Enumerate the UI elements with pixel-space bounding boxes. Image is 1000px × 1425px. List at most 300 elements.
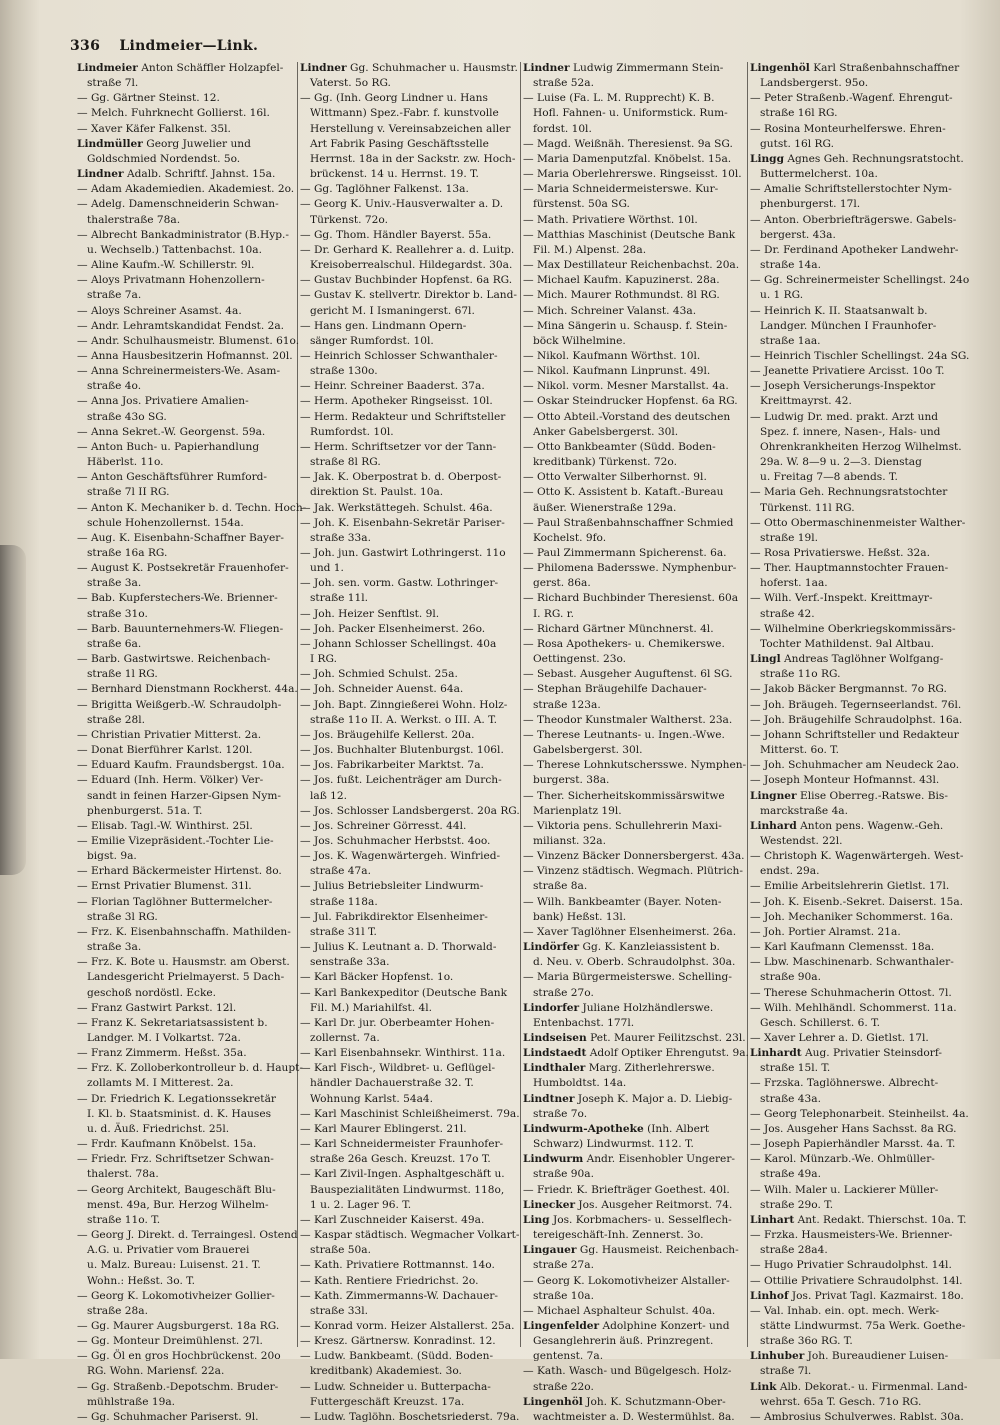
entry-line: laß 12. <box>310 789 347 802</box>
entry-line: Rumfordst. 10l. <box>310 425 394 438</box>
entry-line: sänger Rumfordst. 10l. <box>310 334 434 347</box>
entry-line: — Joh. Packer Elsenheimerst. 26o. <box>300 622 486 635</box>
entry-line: Fil. M.) Alpenst. 28a. <box>533 243 647 256</box>
entry-line: — Gustav Buchbinder Hopfenst. 6a RG. <box>300 274 513 287</box>
entry-line: Gabelsbergerst. 30l. <box>533 744 643 757</box>
entry-line: — Joh. Bräugeh. Tegernseerlandst. 76l. <box>750 698 962 711</box>
entry-line: straße 7l. <box>760 1365 812 1378</box>
entry-line: straße 14a. <box>760 259 821 272</box>
entry-line: — Georg K. Lokomotivheizer Alstaller- <box>523 1274 730 1287</box>
entry-line: — Stephan Bräugehilfe Dachauer- <box>523 683 707 696</box>
entry-line: Tochter Mathildenst. 9al Altbau. <box>760 637 935 650</box>
entry-line: 29a. W. 8—9 u. 2—3. Dienstag <box>760 456 922 469</box>
entry-line: — Anna Sekret.-W. Georgenst. 59a. <box>77 425 266 438</box>
column-1 <box>77 61 307 1423</box>
entry-line: — Anton. Oberbriefträgerswe. Gabels- <box>750 213 957 226</box>
entry-line: Kreisoberrealschul. Hildegardst. 30a. <box>310 259 513 272</box>
entry-line: — Mich. Maurer Rothmundst. 8l RG. <box>523 289 720 302</box>
entry-line: — Andr. Lehramtskandidat Fendst. 2a. <box>77 319 285 332</box>
entry-line: Hofl. Fahnen- u. Uniformstick. Rum- <box>533 107 728 120</box>
entry-line: — Kath. Rentiere Friedrichst. 2o. <box>300 1274 479 1287</box>
entry-line: — Georg Telephonarbeit. Steinheilst. 4a. <box>750 1107 969 1120</box>
column-2 <box>300 61 520 1423</box>
entry-surname-line: Lingenhöl Joh. K. Schutzmann-Ober- <box>523 1395 726 1408</box>
entry-surname-line: Linhuber Joh. Bureaudiener Luisen- <box>750 1350 949 1363</box>
column-divider <box>747 62 748 1347</box>
entry-line: — Joseph Papierhändler Marsst. 4a. T. <box>750 1138 956 1151</box>
entry-line: straße 90a. <box>760 971 821 984</box>
entry-line: — Kresz. Gärtnersw. Konradinst. 12. <box>300 1335 496 1348</box>
entry-line: — Ludw. Schneider u. Butterpacha- <box>300 1380 491 1393</box>
entry-line: — Richard Buchbinder Theresienst. 60a <box>523 592 739 605</box>
entry-line: — Xaver Taglöhner Elsenheimerst. 26a. <box>523 925 737 938</box>
entry-line: Schwarz) Lindwurmst. 112. T. <box>533 1138 694 1151</box>
entry-line: Gesanglehrerin äuß. Prinzregent. <box>533 1335 714 1348</box>
entry-line: — Julius Betriebsleiter Lindwurm- <box>300 880 484 893</box>
entry-line: — Otto K. Assistent b. Kataft.-Bureau <box>523 486 724 499</box>
entry-line: Art Fabrik Pasing Geschäftsstelle <box>310 137 489 150</box>
entry-line: — Frzska. Taglöhnerswe. Albrecht- <box>750 1077 939 1090</box>
entry-line: — Ernst Privatier Blumenst. 31l. <box>77 880 252 893</box>
entry-surname-line: Linecker Jos. Ausgeher Reitmorst. 74. <box>523 1198 733 1211</box>
entry-line: phenburgerst. 51a. T. <box>87 804 203 817</box>
entry-line: straße 19l. <box>760 531 819 544</box>
entry-line: — Aline Kaufm.-W. Schillerstr. 9l. <box>77 259 255 272</box>
entry-line: wehrst. 65a T. Gesch. 71o RG. <box>760 1395 922 1408</box>
entry-line: — Jeanette Privatiere Arcisst. 10o T. <box>750 365 945 378</box>
entry-line: Ohrenkrankheiten Herzog Wilhelmst. <box>760 440 962 453</box>
entry-line: — Bab. Kupferstechers-We. Brienner- <box>77 592 278 605</box>
entry-line: marckstraße 4a. <box>760 804 848 817</box>
entry-line: straße 16l RG. <box>760 107 838 120</box>
entry-surname-line: Lingenfelder Adolphine Konzert- und <box>523 1319 730 1332</box>
entry-line: straße 3l RG. <box>87 910 158 923</box>
entry-line: Wittmann) Spez.-Fabr. f. kunstvolle <box>310 107 499 120</box>
entry-line: straße 29o. T. <box>760 1198 834 1211</box>
entry-line: — Ambrosius Schulverwes. Rablst. 30a. <box>750 1410 964 1423</box>
entry-line: — Jak. Werkstättegeh. Schulst. 46a. <box>300 501 493 514</box>
entry-line: äußer. Wienerstraße 129a. <box>533 501 677 514</box>
entry-line: Häberlst. 11o. <box>87 456 164 469</box>
entry-line: — Otto Obermaschinenmeister Walther- <box>750 516 966 529</box>
entry-line: Wohn.: Heßst. 3o. T. <box>87 1274 196 1287</box>
entry-surname-line: Lindner Gg. Schuhmacher u. Hausmstr. <box>300 62 518 74</box>
entry-surname-line: Lingenhöl Karl Straßenbahnschaffner <box>750 62 960 74</box>
entry-line: brückenst. 14 u. Herrnst. 19. T. <box>310 168 479 181</box>
entry-line: — Magd. Weißnäh. Theresienst. 9a SG. <box>523 137 733 150</box>
entry-line: straße 22o. <box>533 1380 594 1393</box>
entry-line: — Emilie Vizepräsident.-Tochter Lie- <box>77 834 274 847</box>
entry-line: — Heinr. Schreiner Baaderst. 37a. <box>300 380 485 393</box>
entry-line: — Ludwig Dr. med. prakt. Arzt und <box>750 410 939 423</box>
page-header <box>70 38 970 60</box>
entry-line: — Jos. Schreiner Görresst. 44l. <box>300 819 467 832</box>
entry-line: — Anton Buch- u. Papierhandlung <box>77 440 260 453</box>
entry-line: Landsbergerst. 95o. <box>760 77 869 90</box>
entry-surname-line: Linhart Ant. Redakt. Thierschst. 10a. T. <box>750 1213 967 1226</box>
entry-line: — Karl Bankexpeditor (Deutsche Bank <box>300 986 508 999</box>
entry-line: — Ludw. Bankbeamt. (Südd. Boden- <box>300 1350 494 1363</box>
entry-line: straße 90a. <box>533 1168 594 1181</box>
entry-surname-line: Lindseisen Pet. Maurer Feilitzschst. 23l. <box>523 1032 746 1044</box>
entry-line: — Therese Leutnants- u. Ingen.-Wwe. <box>523 728 725 741</box>
entry-line: — Albrecht Bankadministrator (B.Hyp.- <box>77 228 289 241</box>
entry-line: — Friedr. K. Briefträger Goethest. 40l. <box>523 1183 730 1196</box>
entry-surname-line: Lindwurm-Apotheke (Inh. Albert <box>523 1122 710 1135</box>
running-title: Lindmeier—Link. <box>119 38 259 54</box>
entry-line: — Gustav K. stellvertr. Direktor b. Land- <box>300 289 517 302</box>
entry-line: — Maria Schneidermeisterswe. Kur- <box>523 183 719 196</box>
entry-line: — Kath. Privatiere Rottmannst. 14o. <box>300 1259 495 1272</box>
entry-line: — Joseph Versicherungs-Inspektor <box>750 380 936 393</box>
entry-line: straße 8l RG. <box>310 456 381 469</box>
entry-surname-line: Lingl Andreas Taglöhner Wolfgang- <box>750 653 944 666</box>
entry-line: — Hans gen. Lindmann Opern- <box>300 319 467 332</box>
entry-line: — Melch. Fuhrknecht Gollierst. 16l. <box>77 107 270 120</box>
entry-line: Marienplatz 19l. <box>533 804 622 817</box>
page-number: 336 <box>70 38 101 54</box>
entry-line: straße 11l. <box>310 592 369 605</box>
entry-line: — Herm. Apotheker Ringseisst. 10l. <box>300 395 493 408</box>
entry-line: und 1. <box>310 562 344 575</box>
entry-line: straße 15l. T. <box>760 1062 831 1075</box>
entry-line: — Johann Schlosser Schellingst. 40a <box>300 637 497 650</box>
entry-line: — Georg Architekt, Baugeschäft Blu- <box>77 1183 276 1196</box>
entry-line: — Lbw. Maschinenarb. Schwanthaler- <box>750 956 954 969</box>
entry-surname-line: Link Alb. Dekorat.- u. Firmenmal. Land- <box>750 1380 968 1393</box>
entry-line: — Anna Jos. Privatiere Amalien- <box>77 395 249 408</box>
entry-line: — Michael Kaufm. Kapuzinerst. 28a. <box>523 274 720 287</box>
entry-line: — Jos. Fabrikarbeiter Marktst. 7a. <box>300 759 484 772</box>
entry-line: — Viktoria pens. Schullehrerin Maxi- <box>523 819 722 832</box>
entry-surname-line: Lingner Elise Oberreg.-Ratswe. Bis- <box>750 789 948 802</box>
entry-line: bergerst. 43a. <box>760 228 836 241</box>
entry-line: — Anton K. Mechaniker b. d. Techn. Hoch- <box>77 501 307 514</box>
entry-surname-line: Lindstaedt Adolf Optiker Ehrengutst. 9a. <box>523 1047 749 1060</box>
entry-line: menst. 49a, Bur. Herzog Wilhelm- <box>87 1198 269 1211</box>
entry-line: — Donat Bierführer Karlst. 120l. <box>77 744 253 757</box>
entry-line: fürstenst. 50a SG. <box>533 198 630 211</box>
entry-line: — Frz. K. Eisenbahnschaffn. Mathilden- <box>77 925 291 938</box>
entry-line: milianst. 32a. <box>533 834 606 847</box>
entry-line: straße 130o. <box>310 365 378 378</box>
entry-line: — Rosa Privatierswe. Heßst. 32a. <box>750 547 930 559</box>
entry-line: — Wilh. Verf.-Inspekt. Kreittmayr- <box>750 592 933 605</box>
entry-line: — Jos. K. Wagenwärtergeh. Winfried- <box>300 850 501 863</box>
entry-line: straße 47a. <box>310 865 371 878</box>
entry-line: straße 27a. <box>533 1259 594 1272</box>
entry-line: — Vinzenz Bäcker Donnersbergerst. 43a. <box>523 850 745 863</box>
entry-line: — Joh. Bapt. Zinngießerei Wohn. Holz- <box>300 698 508 711</box>
entry-line: — Anna Hausbesitzerin Hofmannst. 20l. <box>77 349 293 362</box>
entry-line: Goldschmied Nordendst. 5o. <box>87 152 241 165</box>
entry-line: — Kath. Zimmermanns-W. Dachauer- <box>300 1289 499 1302</box>
entry-line: — Xaver Käfer Falkenst. 35l. <box>77 122 231 135</box>
entry-line: — Jul. Fabrikdirektor Elsenheimer- <box>300 910 488 923</box>
entry-line: — Christian Privatier Mitterst. 2a. <box>77 728 262 741</box>
entry-line: straße 6a. <box>87 637 142 650</box>
entry-line: — Theodor Kunstmaler Waltherst. 23a. <box>523 713 733 726</box>
entry-line: — Herm. Redakteur und Schriftsteller <box>300 410 506 423</box>
entry-line: — Frz. K. Zolloberkontrolleur b. d. Haupt- <box>77 1062 303 1075</box>
entry-line: — Frzka. Hausmeisters-We. Brienner- <box>750 1229 953 1242</box>
entry-line: phenburgerst. 17l. <box>760 198 861 211</box>
entry-line: straße 10a. <box>533 1289 594 1302</box>
entry-line: straße 52a. <box>533 77 594 90</box>
entry-line: — Therese Schuhmacherin Ottost. 7l. <box>750 986 952 999</box>
entry-line: — Joh. Schuhmacher am Neudeck 2ao. <box>750 759 960 772</box>
entry-line: — Eduard Kaufm. Fraundsbergst. 10a. <box>77 759 285 772</box>
entry-line: — Herm. Schriftsetzer vor der Tann- <box>300 440 497 453</box>
entry-line: — Heinrich Schlosser Schwanthaler- <box>300 349 498 362</box>
entry-line: hoferst. 1aa. <box>760 577 828 590</box>
entry-line: Landger. M. I Volkartst. 72a. <box>87 1032 241 1044</box>
entry-line: — Jos. Schuhmacher Herbstst. 4oo. <box>300 834 491 847</box>
entry-line: — Joh. Portier Alramst. 21a. <box>750 925 901 938</box>
entry-line: — August K. Postsekretär Frauenhofer- <box>77 562 289 575</box>
entry-line: — Max Destillateur Reichenbachst. 20a. <box>523 259 740 272</box>
entry-line: — Aloys Privatmann Hohenzollern- <box>77 274 265 287</box>
entry-line: — Joseph Monteur Hofmannst. 43l. <box>750 774 940 787</box>
entry-line: — Paul Zimmermann Spicherenst. 6a. <box>523 547 727 559</box>
entry-line: straße 8a. <box>533 880 588 893</box>
entry-line: u. Malz. Bureau: Luisenst. 21. T. <box>87 1259 261 1272</box>
entry-line: bigst. 9a. <box>87 850 137 863</box>
entry-line: Bauspezialitäten Lindwurmst. 118o, <box>310 1183 505 1196</box>
entry-line: — Mina Sängerin u. Schausp. f. Stein- <box>523 319 728 332</box>
entry-line: gentenst. 7a. <box>533 1350 604 1363</box>
entry-line: — Maria Geh. Rechnungsratstochter <box>750 486 948 499</box>
entry-line: — Joh. sen. vorm. Gastw. Lothringer- <box>300 577 499 590</box>
column-3 <box>523 61 749 1423</box>
entry-line: straße 31o. <box>87 607 148 620</box>
entry-line: — Karl Dr. jur. Oberbeamter Hohen- <box>300 1016 495 1029</box>
entry-line: — Jos. Schlosser Landsbergerst. 20a RG. <box>300 804 520 817</box>
entry-line: — Hugo Privatier Schraudolphst. 14l. <box>750 1259 952 1272</box>
entry-line: I. Kl. b. Staatsminist. d. K. Hauses <box>87 1107 272 1120</box>
entry-line: — Philomena Badersswe. Nymphenbur- <box>523 562 737 575</box>
entry-line: — Karl Fisch-, Wildbret- u. Geflügel- <box>300 1062 496 1075</box>
entry-line: bank) Heßst. 13l. <box>533 910 627 923</box>
entry-line: u. Wechselb.) Tattenbachst. 10a. <box>87 243 262 256</box>
entry-line: — Otto Bankbeamter (Südd. Boden- <box>523 440 716 453</box>
entry-line: — Bernhard Dienstmann Rockherst. 44a. <box>77 683 298 696</box>
entry-line: böck Wilhelmine. <box>533 334 626 347</box>
entry-line: — Karl Kaufmann Clemensst. 18a. <box>750 941 935 954</box>
entry-line: — Maria Oberlehrerswe. Ringseisst. 10l. <box>523 168 742 181</box>
entry-line: — Paul Straßenbahnschaffner Schmied <box>523 516 734 529</box>
entry-line: Türkenst. 11l RG. <box>760 501 855 514</box>
entry-line: — Joh. jun. Gastwirt Lothringerst. 11o <box>300 547 506 559</box>
entry-line: — Franz Gastwirt Parkst. 12l. <box>77 1001 237 1014</box>
entry-line: Anker Gabelsbergerst. 30l. <box>533 425 679 438</box>
entry-line: straße 42. <box>760 607 815 620</box>
entry-line: — Ludw. Taglöhn. Boschetsriederst. 79a. <box>300 1410 520 1423</box>
entry-line: — Jos. Buchhalter Blutenburgst. 106l. <box>300 744 504 757</box>
entry-line: — Ottilie Privatiere Schraudolphst. 14l. <box>750 1274 963 1287</box>
entry-line: straße 3a. <box>87 941 142 954</box>
entry-line: mühlstraße 19a. <box>87 1395 176 1408</box>
entry-line: — Joh. K. Eisenb.-Sekret. Daiserst. 15a. <box>750 895 964 908</box>
entry-surname-line: Lindthaler Marg. Zitherlehrerswe. <box>523 1062 715 1075</box>
entry-line: straße 31l T. <box>310 925 377 938</box>
entry-line: gericht M. I Ismaningerst. 67l. <box>310 304 475 317</box>
entry-line: — Joh. Schneider Auenst. 64a. <box>300 683 464 696</box>
entry-line: — Aug. K. Eisenbahn-Schaffner Bayer- <box>77 531 284 544</box>
entry-surname-line: Lindmüller Georg Juwelier und <box>77 137 251 150</box>
entry-line: — Nikol. Kaufmann Wörthst. 10l. <box>523 349 701 362</box>
entry-surname-line: Lingg Agnes Geh. Rechnungsratstocht. <box>750 152 964 165</box>
entry-surname-line: Lindwurm Andr. Eisenhobler Ungerer- <box>523 1153 735 1166</box>
entry-line: — Konrad vorm. Heizer Alstallerst. 25a. <box>300 1319 515 1332</box>
entry-line: straße 33l. <box>310 1304 369 1317</box>
entry-line: — Xaver Lehrer a. D. Gietlst. 17l. <box>750 1032 929 1044</box>
entry-line: I RG. <box>310 653 337 666</box>
entry-line: Landger. München I Fraunhofer- <box>760 319 937 332</box>
entry-line: — Karl Schneidermeister Fraunhofer- <box>300 1138 504 1151</box>
entry-line: straße 118a. <box>310 895 378 908</box>
entry-line: — Ther. Sicherheitskommissärswitwe <box>523 789 725 802</box>
entry-line: straße 26a Gesch. Kreuzst. 17o T. <box>310 1153 491 1166</box>
entry-line: — Oskar Steindrucker Hopfenst. 6a RG. <box>523 395 738 408</box>
entry-line: zollernst. 7a. <box>310 1032 380 1044</box>
entry-line: Herrnst. 18a in der Sackstr. zw. Hoch- <box>310 152 516 165</box>
column-divider <box>520 62 521 1347</box>
entry-line: — Joh. Bräugehilfe Schraudolphst. 16a. <box>750 713 963 726</box>
entry-line: schule Hohenzollernst. 154a. <box>87 516 244 529</box>
entry-line: — Karol. Münzarb.-We. Ohlmüller- <box>750 1153 935 1166</box>
entry-line: Türkenst. 72o. <box>310 213 388 226</box>
entry-line: — Jakob Bäcker Bergmannst. 7o RG. <box>750 683 947 696</box>
entry-line: — Richard Gärtner Münchnerst. 4l. <box>523 622 714 635</box>
entry-line: straße 7l. <box>87 77 139 90</box>
entry-surname-line: Linhard Anton pens. Wagenw.-Geh. <box>750 819 944 832</box>
entry-line: straße 3a. <box>87 577 142 590</box>
entry-line: straße 27o. <box>533 986 594 999</box>
entry-line: — Jak. K. Oberpostrat b. d. Oberpost- <box>300 471 502 484</box>
entry-line: — Nikol. Kaufmann Linprunst. 49l. <box>523 365 711 378</box>
entry-line: — Adam Akademiedien. Akademiest. 2o. <box>77 183 295 196</box>
entry-surname-line: Ling Jos. Korbmachers- u. Sesselflech- <box>523 1213 732 1226</box>
entry-line: — Joh. Schmied Schulst. 25a. <box>300 668 458 681</box>
entry-line: straße 7l II RG. <box>87 486 170 499</box>
entry-line: — Peter Straßenb.-Wagenf. Ehrengut- <box>750 92 953 105</box>
entry-line: thalerstraße 78a. <box>87 213 181 226</box>
entry-line: geschoß nordöstl. Ecke. <box>87 986 217 999</box>
entry-line: — Sebast. Ausgeher Auguftenst. 6l SG. <box>523 668 733 681</box>
entry-line: straße 28a. <box>87 1304 148 1317</box>
entry-line: — Otto Verwalter Silberhornst. 9l. <box>523 471 707 484</box>
entry-line: straße 123a. <box>533 698 601 711</box>
entry-line: Herstellung v. Vereinsabzeichen aller <box>310 122 511 135</box>
entry-line: — Kath. Wasch- und Bügelgesch. Holz- <box>523 1365 732 1378</box>
entry-line: gutst. 16l RG. <box>760 137 834 150</box>
entry-line: — Mich. Schreiner Valanst. 43a. <box>523 304 697 317</box>
entry-line: — Gg. Gärtner Steinst. 12. <box>77 92 220 105</box>
entry-line: direktion St. Paulst. 10a. <box>310 486 444 499</box>
entry-line: d. Neu. v. Oberb. Schraudolphst. 30a. <box>533 956 736 969</box>
entry-line: — Frz. K. Bote u. Hausmstr. am Oberst. <box>77 956 290 969</box>
entry-line: straße 1aa. <box>760 334 821 347</box>
entry-line: — Georg K. Univ.-Hausverwalter a. D. <box>300 198 504 211</box>
entry-line: — Karl Maurer Eblingerst. 21l. <box>300 1122 467 1135</box>
entry-line: — Rosina Monteurhelferswe. Ehren- <box>750 122 946 135</box>
entry-line: straße 43a. <box>760 1092 821 1105</box>
entry-line: — Barb. Gastwirtswe. Reichenbach- <box>77 653 271 666</box>
entry-line: — Rosa Apothekers- u. Chemikerswe. <box>523 637 725 650</box>
entry-line: kreditbank) Akademiest. 3o. <box>310 1365 462 1378</box>
entry-line: — Otto Abteil.-Vorstand des deutschen <box>523 410 731 423</box>
entry-line: wachtmeister a. D. Westermühlst. 8a. <box>533 1410 735 1423</box>
entry-line: — Michael Asphalteur Schulst. 40a. <box>523 1304 716 1317</box>
entry-line: — Gg. Taglöhner Falkenst. 13a. <box>300 183 469 196</box>
entry-line: — Joh. Heizer Senftlst. 9l. <box>300 607 440 620</box>
entry-line: — Gg. Monteur Dreimühlenst. 27l. <box>77 1335 263 1348</box>
entry-line: — Aloys Schreiner Asamst. 4a. <box>77 304 242 317</box>
entry-line: — Gg. Thom. Händler Bayerst. 55a. <box>300 228 492 241</box>
entry-line: — Emilie Arbeitslehrerin Gietlst. 17l. <box>750 880 950 893</box>
entry-line: — Elisab. Tagl.-W. Winthirst. 25l. <box>77 819 253 832</box>
entry-line: Kochelst. 9fo. <box>533 531 607 544</box>
entry-line: — Franz K. Sekretariatsassistent b. <box>77 1016 268 1029</box>
entry-line: straße 7o. <box>533 1107 588 1120</box>
entry-line: — Florian Taglöhner Buttermelcher- <box>77 895 273 908</box>
entry-line: — Karl Maschinist Schleißheimerst. 79a. <box>300 1107 520 1120</box>
entry-line: — Jos. Bräugehilfe Kellerst. 20a. <box>300 728 475 741</box>
entry-line: straße 33a. <box>310 531 371 544</box>
entry-line: Fil. M.) Mariahilfst. 4l. <box>310 1001 432 1014</box>
entry-surname-line: Lindörfer Gg. K. Kanzleiassistent b. <box>523 941 720 954</box>
entry-line: Oettingenst. 23o. <box>533 653 627 666</box>
entry-line: — Wilh. Bankbeamter (Bayer. Noten- <box>523 895 722 908</box>
entry-line: — Maria Damenputzfal. Knöbelst. 15a. <box>523 152 732 165</box>
entry-line: — Amalie Schriftstellerstochter Nym- <box>750 183 952 196</box>
entry-line: — Wilh. Mehlhändl. Schommerst. 11a. <box>750 1001 957 1014</box>
entry-line: — Wilh. Maler u. Lackierer Müller- <box>750 1183 939 1196</box>
entry-line: — Gg. Schuhmacher Pariserst. 9l. <box>77 1410 259 1423</box>
entry-line: straße 36o RG. T. <box>760 1335 853 1348</box>
entry-line: — Barb. Bauunternehmers-W. Fliegen- <box>77 622 284 635</box>
page-edge-shadow <box>0 545 26 875</box>
entry-line: straße 11o II. A. Werkst. o III. A. T. <box>310 713 498 726</box>
entry-line: Wohnung Karlst. 54a4. <box>310 1092 434 1105</box>
entry-line: — Eduard (Inh. Herm. Völker) Ver- <box>77 774 264 787</box>
entry-line: Buttermelcherst. 10a. <box>760 168 878 181</box>
entry-line: Spez. f. innere, Nasen-, Hals- und <box>760 425 941 438</box>
entry-line: — Heinrich Tischler Schellingst. 24a SG. <box>750 349 970 362</box>
entry-line: — Andr. Schulhausmeistr. Blumenst. 61o. <box>77 334 300 347</box>
entry-line: — Gg. (Inh. Georg Lindner u. Hans <box>300 92 488 105</box>
entry-line: — Gg. Öl en gros Hochbrückenst. 20o <box>77 1350 281 1363</box>
entry-line: — Anton Geschäftsführer Rumford- <box>77 471 268 484</box>
entry-line: straße 7a. <box>87 289 142 302</box>
entry-line: händler Dachauerstraße 32. T. <box>310 1077 474 1090</box>
entry-line: Futtergeschäft Kreuzst. 17a. <box>310 1395 465 1408</box>
entry-line: — Frdr. Kaufmann Knöbelst. 15a. <box>77 1138 257 1151</box>
entry-surname-line: Lindner Adalb. Schriftf. Jahnst. 15a. <box>77 168 276 181</box>
entry-line: stätte Lindwurmst. 75a Werk. Goethe- <box>760 1319 966 1332</box>
entry-line: — Brigitta Weißgerb.-W. Schraudolph- <box>77 698 282 711</box>
entry-line: Mitterst. 6o. T. <box>760 744 840 757</box>
entry-line: — Karl Eisenbahnsekr. Winthirst. 11a. <box>300 1047 506 1060</box>
entry-line: A.G. u. Privatier vom Brauerei <box>87 1244 250 1257</box>
entry-line: — Kaspar städtisch. Wegmacher Volkart- <box>300 1229 520 1242</box>
entry-line: — Heinrich K. II. Staatsanwalt b. <box>750 304 928 317</box>
entry-line: — Karl Zivil-Ingen. Asphaltgeschäft u. <box>300 1168 505 1181</box>
entry-line: Kreittmayrst. 42. <box>760 395 852 408</box>
entry-line: — Nikol. vorm. Mesner Marstallst. 4a. <box>523 380 729 393</box>
entry-line: 1 u. 2. Lager 96. T. <box>310 1198 412 1211</box>
